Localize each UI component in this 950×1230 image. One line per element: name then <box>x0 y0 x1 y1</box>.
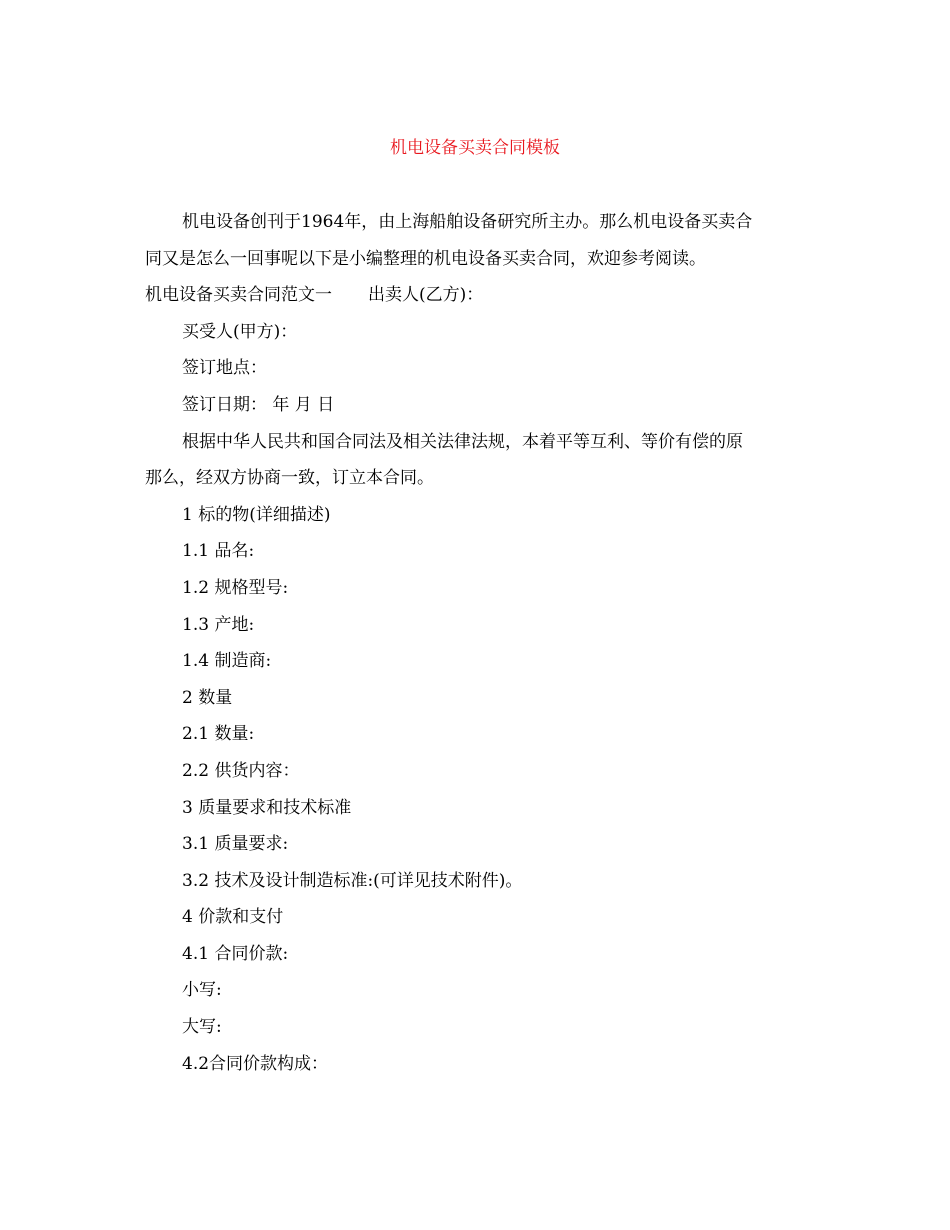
paragraph-line: 机电设备创刊于1964年，由上海船舶设备研究所主办。那么机电设备买卖合 <box>182 212 753 232</box>
signing-date-label: 签订日期： 年 月 日 <box>182 394 335 415</box>
clause-heading: 2 数量 <box>182 687 233 708</box>
clause-item: 小写: <box>182 980 222 1001</box>
clause-heading: 1 标的物(详细描述) <box>182 504 331 525</box>
clause-item: 1.4 制造商: <box>182 651 272 672</box>
buyer-label: 买受人(甲方)： <box>182 321 298 342</box>
document-title: 机电设备买卖合同模板 <box>390 138 560 158</box>
clause-item: 2.1 数量: <box>182 724 255 745</box>
paragraph-line <box>145 277 810 314</box>
clause-heading: 3 质量要求和技术标准 <box>182 797 352 818</box>
clause-item: 2.2 供货内容： <box>182 760 300 781</box>
clause-item: 1.2 规格型号: <box>182 577 289 598</box>
signing-place-label: 签订地点： <box>182 358 267 379</box>
clause-heading: 4 价款和支付 <box>182 907 284 928</box>
clause-item: 4.1 合同价款: <box>182 943 289 964</box>
document-body <box>145 204 810 1082</box>
clause-item: 3.2 技术及设计制造标准:(可详见技术附件)。 <box>182 870 523 891</box>
clause-item: 大写: <box>182 1017 222 1038</box>
seller-label: 出卖人(乙方)： <box>368 285 484 306</box>
clause-item: 4.2合同价款构成： <box>182 1053 329 1074</box>
paragraph-line: 同又是怎么一回事呢以下是小编整理的机电设备买卖合同，欢迎参考阅读。 <box>145 248 706 269</box>
paragraph-line: 根据中华人民共和国合同法及相关法律法规，本着平等互利、等价有偿的原 <box>182 431 743 452</box>
clause-item: 1.3 产地: <box>182 614 255 635</box>
clause-item: 1.1 品名: <box>182 541 255 562</box>
section-heading: 机电设备买卖合同范文一 <box>145 285 332 306</box>
paragraph-line: 那么，经双方协商一致，订立本合同。 <box>145 468 434 489</box>
clause-item: 3.1 质量要求: <box>182 834 289 855</box>
